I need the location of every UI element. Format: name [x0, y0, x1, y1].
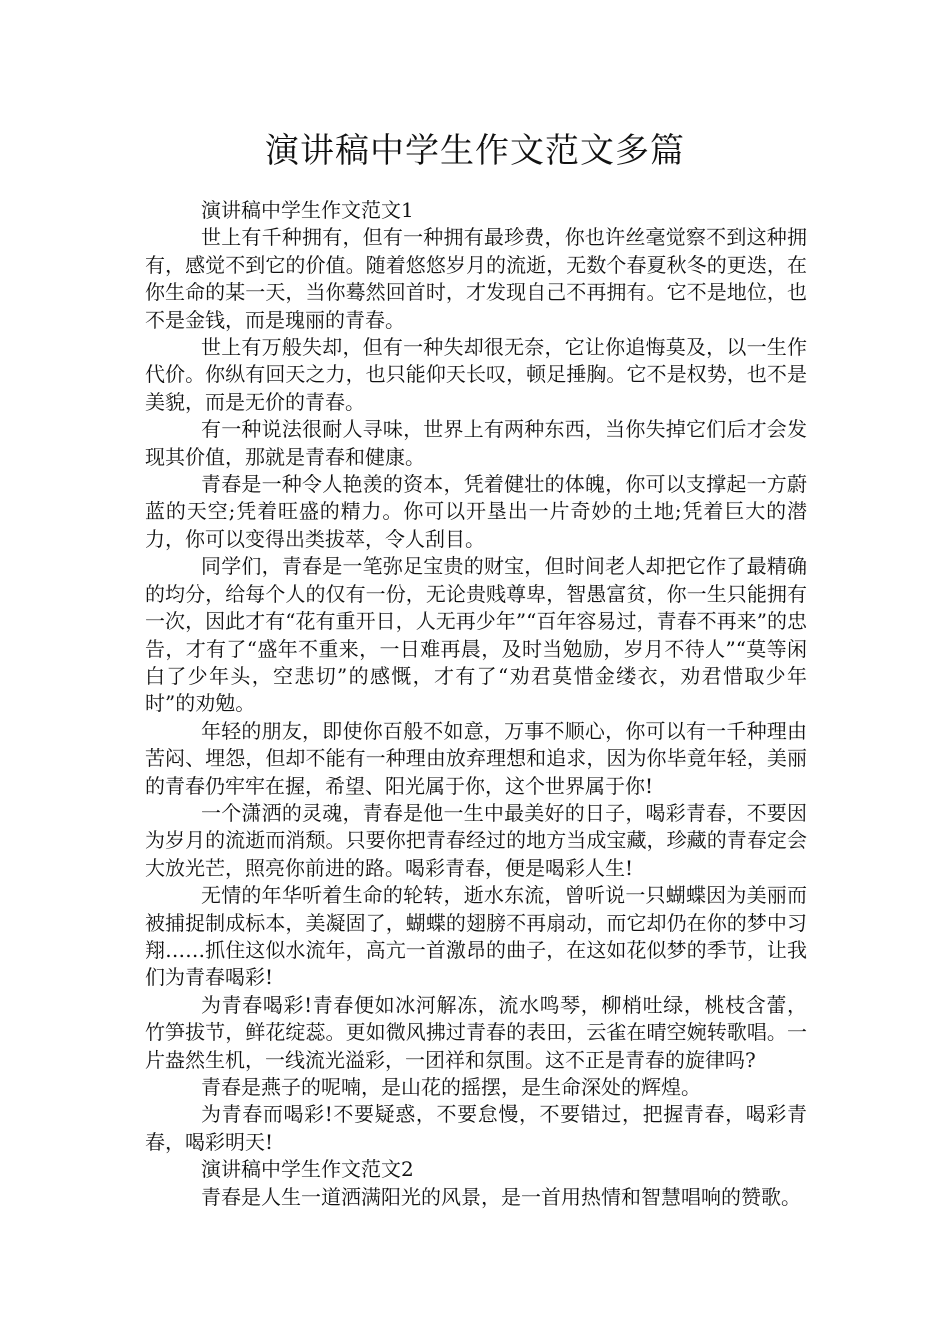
section-heading-2: 演讲稿中学生作文范文2 — [201, 1157, 414, 1182]
paragraph: 世上有万般失却，但有一种失却很无奈，它让你追悔莫及，以一生作代价。你纵有回天之力，也只能仰天长叹，顿足捶胸。它不是权势，也不是美貌，而是无价的青春。 — [145, 335, 807, 414]
paragraph: 为青春而喝彩!不要疑惑，不要怠慢，不要错过，把握青春，喝彩青春，喝彩明天! — [145, 1102, 807, 1154]
paragraph: 青春是人生一道洒满阳光的风景，是一首用热情和智慧唱响的赞歌。 — [201, 1184, 801, 1209]
paragraph: 一个潇洒的灵魂，青春是他一生中最美好的日子，喝彩青春，不要因为岁月的流逝而消颓。只要你把青春经过的地方当成宝藏，珍藏的青春定会大放光芒，照亮你前进的路。喝彩青春，便是喝彩人生! — [145, 800, 807, 880]
paragraph: 青春是一种令人艳羡的资本，凭着健壮的体魄，你可以支撑起一方蔚蓝的天空;凭着旺盛的精力。你可以开垦出一片奇妙的土地;凭着巨大的潜力，你可以变得出类拔萃，令人刮目。 — [145, 472, 807, 551]
paragraph: 无情的年华听着生命的轮转，逝水东流，曾听说一只蝴蝶因为美丽而被捕捉制成标本，美凝固了，蝴蝶的翅膀不再扇动，而它却仍在你的梦中习翔……抓住这似水流年，高亢一首激昂的曲子，在这如花似梦的季节，让我们为青春喝彩! — [145, 883, 807, 990]
section-heading-1: 演讲稿中学生作文范文1 — [201, 198, 414, 222]
paragraph: 年轻的朋友，即使你百般不如意，万事不顺心，你可以有一千种理由苦闷、埋怨，但却不能有一种理由放弃理想和追求，因为你毕竟年轻，美丽的青春仍牢牢在握，希望、阳光属于你，这个世界属于你! — [145, 718, 807, 798]
document-title: 演讲稿中学生作文范文多篇 — [265, 131, 685, 171]
paragraph: 为青春喝彩!青春便如冰河解冻，流水鸣琴，柳梢吐绿，桃枝含蕾，竹笋拔节，鲜花绽蕊。更如微风拂过青春的表田，云雀在晴空婉转歌唱。一片盎然生机，一线流光溢彩，一团祥和氛围。这不正是青春的旋律吗? — [145, 992, 807, 1072]
paragraph: 青春是燕子的呢喃，是山花的摇摆，是生命深处的辉煌。 — [201, 1075, 701, 1099]
paragraph: 同学们，青春是一笔弥足宝贵的财宝，但时间老人却把它作了最精确的均分，给每个人的仅有一份，无论贵贱尊卑，智愚富贫，你一生只能拥有一次，因此才有“花有重开日，人无再少年”“百年容易过，青春不再来”的忠告，才有了“盛年不重来，一日难再晨，及时当勉励，岁月不待人”“莫等闲白了少年头，空悲切”的感慨，才有了“劝君莫惜金缕衣，劝君惜取少年时”的劝勉。 — [145, 554, 807, 716]
paragraph: 有一种说法很耐人寻味，世界上有两种东西，当你失掉它们后才会发现其价值，那就是青春和健康。 — [145, 417, 807, 469]
document-body — [145, 197, 807, 1211]
paragraph: 世上有千种拥有，但有一种拥有最珍费，你也许丝毫觉察不到这种拥有，感觉不到它的价值。随着悠悠岁月的流逝，无数个春夏秋冬的更迭，在你生命的某一天，当你蓦然回首时，才发现自己不再拥有。它不是地位，也不是金钱，而是瑰丽的青春。 — [145, 225, 807, 332]
